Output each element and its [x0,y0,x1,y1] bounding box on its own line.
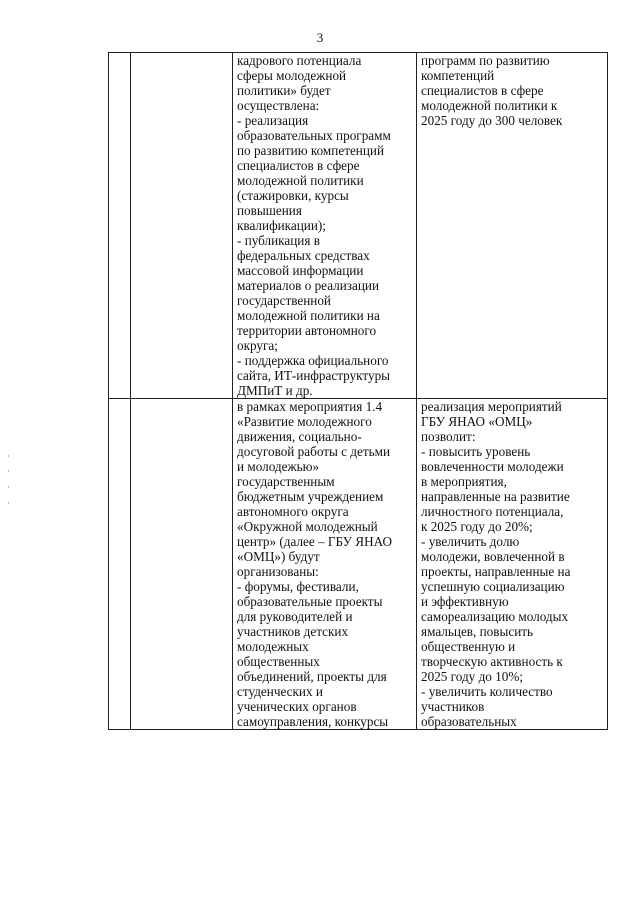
document-table [108,52,608,730]
table-cell-number [109,399,131,730]
table-cell-number [109,53,131,399]
page-number: 3 [316,30,324,45]
table-cell-title [131,399,233,730]
scan-artifact [8,470,9,472]
scan-artifact [8,455,9,457]
scan-artifact [8,502,9,504]
scan-artifact [8,486,9,488]
table-cell-activities: в рамках мероприятия 1.4 «Развитие молодежного движения, социально- досуговой работы с детьми и молодежью» государственным бюджетным учреждением автономного округа «Окружной молодежный центр» (далее – ГБУ ЯНАО «ОМЦ») будут организованы: - форумы, фестивали, образовательные проекты для руководителей и участников детских молодежных общественных объединений, проекты для студенческих и ученических органов самоуправления, конкурсы [233,399,417,730]
table-row [109,399,608,730]
table-row [109,53,608,399]
table-cell-results: реализация мероприятий ГБУ ЯНАО «ОМЦ» позволит: - повысить уровень вовлеченности молодежи в мероприятия, направленные на развитие личностного потенциала, к 2025 году до 20%; - увеличить долю молодежи, вовлеченной в проекты, направленные на успешную социализацию и эффективную самореализацию молодых ямальцев, повысить общественную и творческую активность к 2025 году до 10%; - увеличить количество участников образовательных [417,399,608,730]
table-cell-activities: кадрового потенциала сферы молодежной политики» будет осуществлена: - реализация образовательных программ по развитию компетенций специалистов в сфере молодежной политики (стажировки, курсы повышения квалификации); - публикация в федеральных средствах массовой информации материалов о реализации государственной молодежной политики на территории автономного округа; - поддержка официального сайта, ИТ-инфраструктуры ДМПиТ и др. [233,53,417,399]
table-cell-results: программ по развитию компетенций специалистов в сфере молодежной политики к 2025 году до 300 человек [417,53,608,399]
table-cell-title [131,53,233,399]
